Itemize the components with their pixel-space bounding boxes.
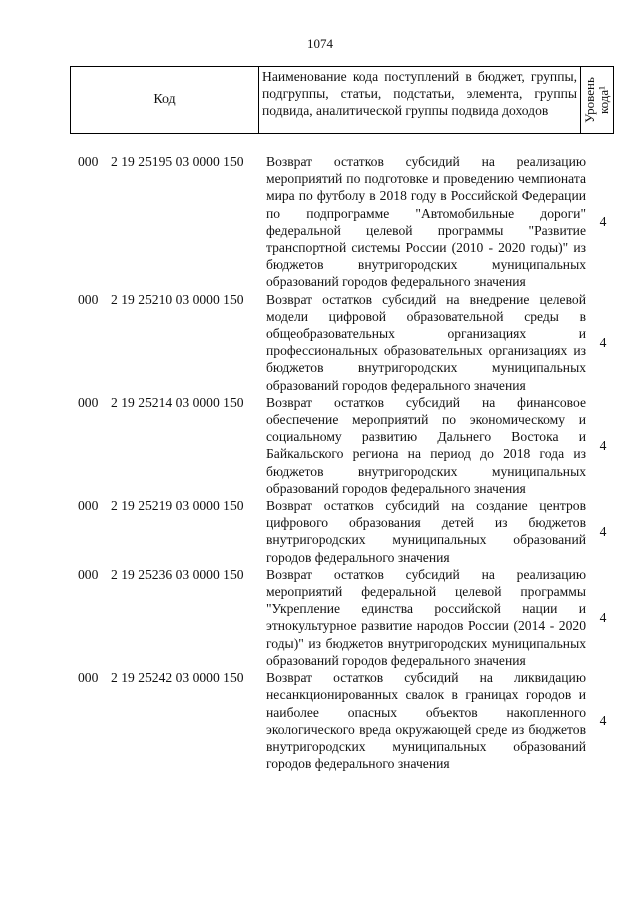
income-code: 2 19 25195 03 0000 150: [111, 154, 244, 169]
code-level: 4: [599, 713, 607, 729]
income-name: Возврат остатков субсидий на внедрение целевой модели цифровой образовательной среды в общеобразовательных организациях и профессиональных образовательных организациях из бюджетов внутригородских муниципальных образований городов федерального значения: [266, 291, 586, 393]
code-level: 4: [599, 334, 607, 350]
header-name: Наименование кода поступлений в бюджет, группы, подгруппы, статьи, подстатьи, элемента, группы подвида, аналитической группы подвида доходов: [259, 67, 581, 133]
header-code: Код: [71, 67, 259, 133]
code-level: 4: [599, 437, 607, 453]
header-level: Уровень кода¹: [582, 77, 611, 123]
table-row: [78, 291, 618, 394]
table-body: [78, 153, 618, 772]
code-level: 4: [599, 214, 607, 230]
income-name: Возврат остатков субсидий на реализацию мероприятий по подготовке и проведению чемпионата мира по футболу в 2018 году в Российской Федерации по подпрограмме "Автомобильные дороги" федеральной целевой программы "Развитие транспортной системы России (2010 - 2020 годы)" из бюджетов внутригородских муниципальных образований городов федерального значения: [266, 154, 586, 290]
admin-code: 000: [78, 394, 99, 410]
table-row: [78, 394, 618, 497]
admin-code: 000: [78, 670, 99, 686]
page-number: 1074: [307, 36, 333, 51]
income-name: Возврат остатков субсидий на финансовое обеспечение мероприятий по экономическому и социальному развитию Дальнего Востока и Байкальского региона на период до 2018 года из бюджетов внутригородских муниципальных образований городов федерального значения: [266, 394, 586, 496]
admin-code: 000: [78, 566, 99, 582]
income-code: 2 19 25236 03 0000 150: [111, 566, 244, 582]
income-code: 2 19 25242 03 0000 150: [111, 670, 244, 686]
header-level-cell: [581, 67, 613, 133]
income-code: 2 19 25210 03 0000 150: [111, 291, 244, 307]
table-row: [78, 153, 618, 291]
admin-code: 000: [78, 154, 99, 169]
income-name: Возврат остатков субсидий на реализацию мероприятий федеральной целевой программы "Укрепление единства российской нации и этнокультурное развитие народов России (2014 - 2020 годы)" из бюджетов внутригородских муниципальных образований городов федерального значения: [266, 566, 586, 668]
table-row: [78, 497, 618, 566]
income-name: Возврат остатков субсидий на ликвидацию несанкционированных свалок в границах городов и наиболее опасных объектов накопленного экологического вреда окружающей среде из бюджетов внутригородских муниципальных образований городов федерального значения: [266, 670, 586, 772]
code-level: 4: [599, 523, 607, 539]
table-row: [78, 566, 618, 669]
admin-code: 000: [78, 291, 99, 307]
income-code: 2 19 25214 03 0000 150: [111, 394, 244, 410]
income-name: Возврат остатков субсидий на создание центров цифрового образования детей из бюджетов внутригородских муниципальных образований городов федерального значения: [266, 498, 586, 565]
table-header: [70, 66, 614, 134]
income-code: 2 19 25219 03 0000 150: [111, 498, 244, 514]
table-row: [78, 669, 618, 772]
admin-code: 000: [78, 498, 99, 514]
code-level: 4: [599, 609, 607, 625]
